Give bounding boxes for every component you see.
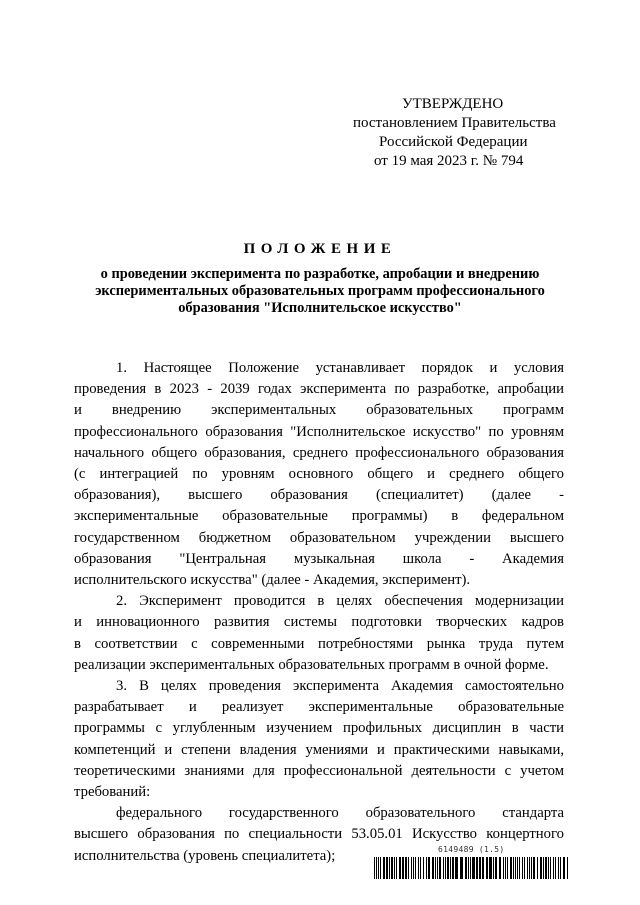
paragraph-3 (74, 676, 564, 803)
text-line: начального общего образования, среднего профессионального образования (74, 444, 564, 461)
text-line: высшего образования по специальности 53.05.01 Искусство концертного (74, 826, 564, 843)
text-line: 2. Эксперимент проводится в целях обеспечения модернизации (116, 593, 564, 610)
barcode-number: 6149489 (1.5) (438, 845, 505, 854)
text-line: исполнительства (уровень специалитета); (74, 847, 336, 864)
text-line: федерального государственного образовательного стандарта (116, 805, 564, 822)
text-line: теоретическими знаниями для профессиональной деятельности с учетом (74, 762, 564, 779)
text-line: государственном бюджетном образовательном учреждении высшего (74, 529, 564, 546)
approval-decree: постановлением Правительства (353, 115, 556, 131)
approval-heading: УТВЕРЖДЕНО (402, 96, 504, 112)
text-line: компетенций и степени владения умениями и практическими навыками, (74, 741, 564, 758)
text-line: исполнительского искусства" (далее - Академия, эксперимент). (74, 572, 471, 589)
text-line: (с интеграцией по уровням основного общего и среднего общего (74, 466, 564, 483)
text-line: требований: (74, 784, 151, 801)
text-line: реализации экспериментальных образовательных программ в очной форме. (74, 656, 549, 673)
approval-date-number: от 19 мая 2023 г. № 794 (374, 153, 524, 169)
text-line: профессионального образования "Исполнительское искусство" по уровням (74, 423, 564, 440)
approval-stamp (340, 95, 580, 171)
text-line: программы с углубленным изучением профильных дисциплин в части (74, 720, 564, 737)
text-line: и внедрению экспериментальных образовательных программ (74, 402, 564, 419)
text-line: образования), высшего образования (специалитет) (далее - (74, 487, 564, 504)
text-line: проведения в 2023 - 2039 годах эксперимента по разработке, апробации (74, 381, 564, 398)
subtitle-line: экспериментальных образовательных программ профессионального (95, 283, 545, 299)
text-line: 3. В целях проведения эксперимента Академия самостоятельно (116, 678, 564, 695)
document-title: ПОЛОЖЕНИЕ (243, 241, 397, 257)
subtitle-line: о проведении эксперимента по разработке, апробации и внедрению (100, 266, 540, 282)
barcode-icon (374, 857, 568, 879)
document-body (74, 358, 564, 867)
text-line: и инновационного развития системы подготовки творческих кадров (74, 614, 564, 631)
document-subtitle (78, 266, 562, 317)
text-line: экспериментальные образовательные программы) в федеральном (74, 508, 564, 525)
paragraph-2 (74, 591, 564, 676)
subtitle-line: образования "Исполнительское искусство" (178, 300, 462, 316)
text-line: в соответствии с современными потребностями рынка труда путем (74, 635, 564, 652)
paragraph-1 (74, 358, 564, 591)
text-line: разрабатывает и реализует экспериментальные образовательные (74, 699, 564, 716)
text-line: образования "Центральная музыкальная школа - Академия (74, 550, 564, 567)
approval-government: Российской Федерации (379, 134, 528, 150)
text-line: 1. Настоящее Положение устанавливает порядок и условия (116, 360, 564, 376)
